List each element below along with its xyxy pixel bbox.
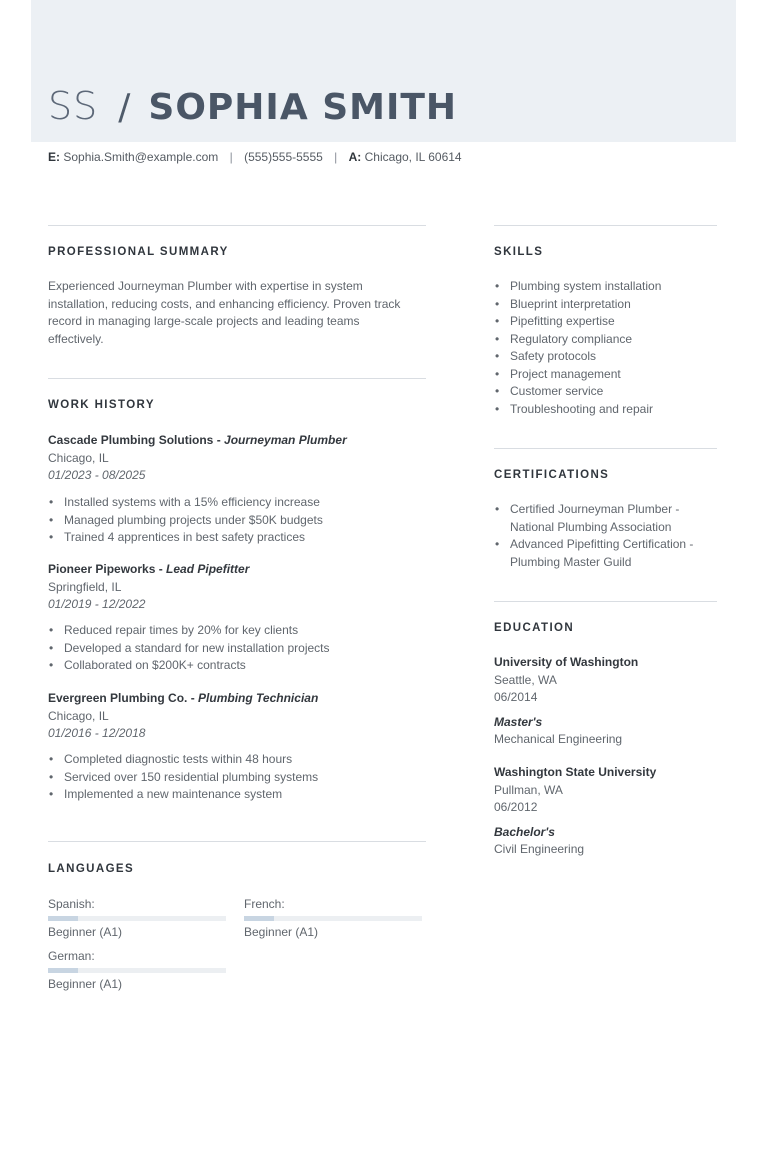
education-entry [494, 764, 724, 859]
job-bullet: • Developed a standard for new installation projects [48, 640, 428, 658]
skill-item: • Troubleshooting and repair [494, 401, 724, 419]
education-heading: EDUCATION [494, 622, 575, 634]
education-location: Seattle, WA [494, 672, 557, 687]
job-bullet: • Reduced repair times by 20% for key clients [48, 622, 428, 640]
language-level: Beginner (A1) [244, 925, 319, 939]
job-bullets [48, 751, 428, 804]
certification-name: Certified Journeyman Plumber - [510, 502, 680, 516]
skill-item: • Plumbing system installation [494, 278, 724, 296]
section-divider [48, 225, 426, 226]
name-separator: / [118, 87, 131, 128]
summary-line: record in managing large-scale projects and leading teams [48, 314, 360, 328]
section-divider [494, 601, 717, 602]
summary-heading: PROFESSIONAL SUMMARY [48, 246, 229, 258]
skill-item: • Blueprint interpretation [494, 296, 724, 314]
skills-list [494, 278, 724, 418]
education-date: 06/2014 [494, 690, 538, 704]
job-dates: 01/2023 - 08/2025 [48, 468, 146, 482]
language-bar [244, 916, 422, 921]
job-company: Pioneer Pipeworks - [48, 562, 163, 576]
summary-line: installation, reducing costs, and enhancing efficiency. Proven track [48, 296, 401, 311]
address-value: Chicago, IL 60614 [364, 150, 462, 164]
education-school: Washington State University [494, 765, 657, 779]
address-label: A: [348, 150, 362, 164]
language-bar [48, 968, 226, 973]
language-bar-fill [48, 916, 78, 921]
skill-item: • Customer service [494, 383, 724, 401]
job-bullet: • Implemented a new maintenance system [48, 786, 428, 804]
work-history-heading: WORK HISTORY [48, 399, 155, 411]
summary-line: Experienced Journeyman Plumber with expertise in system [48, 279, 363, 293]
full-name: SOPHIA SMITH [148, 87, 458, 128]
job-role: Plumbing Technician [198, 691, 319, 705]
language-item [244, 897, 422, 939]
job-bullet: • Trained 4 apprentices in best safety practices [48, 529, 428, 547]
job-bullet: • Serviced over 150 residential plumbing systems [48, 769, 428, 787]
skills-heading: SKILLS [494, 246, 544, 258]
job-bullet: • Completed diagnostic tests within 48 hours [48, 751, 428, 769]
job-location: Springfield, IL [48, 579, 122, 594]
education-field: Mechanical Engineering [494, 732, 623, 746]
certification-item [494, 501, 734, 536]
education-degree: Bachelor's [494, 824, 555, 839]
job-title-line [48, 432, 428, 450]
language-level: Beginner (A1) [48, 925, 123, 939]
summary-line: effectively. [48, 331, 104, 346]
education-date: 06/2012 [494, 800, 538, 814]
education-field: Civil Engineering [494, 842, 585, 856]
phone-value[interactable]: (555)555-5555 [244, 150, 323, 164]
section-divider [48, 841, 426, 842]
job-entry [48, 561, 428, 614]
education-degree: Master's [494, 714, 543, 729]
job-location: Chicago, IL [48, 708, 109, 723]
certification-issuer: National Plumbing Association [510, 519, 672, 534]
language-item [48, 949, 226, 991]
summary-text [48, 278, 438, 348]
language-item [48, 897, 226, 939]
job-location: Chicago, IL [48, 450, 109, 465]
language-bar [48, 916, 226, 921]
job-company: Evergreen Plumbing Co. - [48, 691, 195, 705]
section-divider [494, 225, 717, 226]
certifications-heading: CERTIFICATIONS [494, 469, 610, 481]
skill-item: • Regulatory compliance [494, 331, 724, 349]
certification-issuer: Plumbing Master Guild [510, 554, 632, 569]
certification-name: Advanced Pipefitting Certification - [510, 537, 694, 551]
education-location: Pullman, WA [494, 782, 563, 797]
education-school: University of Washington [494, 655, 639, 669]
name-line [48, 84, 457, 130]
initials: SS [48, 84, 99, 128]
languages-heading: LANGUAGES [48, 863, 135, 875]
job-dates: 01/2016 - 12/2018 [48, 726, 146, 740]
email-value[interactable]: Sophia.Smith@example.com [63, 150, 219, 164]
language-name: Spanish: [48, 897, 95, 911]
language-bar-fill [244, 916, 274, 921]
email-label: E: [48, 150, 60, 164]
section-divider [494, 448, 717, 449]
skill-item: • Pipefitting expertise [494, 313, 724, 331]
skill-item: • Safety protocols [494, 348, 724, 366]
job-bullet: • Managed plumbing projects under $50K budgets [48, 512, 428, 530]
certification-item [494, 536, 734, 571]
contact-separator: | [334, 150, 338, 164]
job-bullets [48, 622, 428, 675]
job-bullet: • Installed systems with a 15% efficiency increase [48, 494, 428, 512]
job-entry [48, 432, 428, 485]
language-name: French: [244, 897, 285, 911]
language-name: German: [48, 949, 95, 963]
job-bullets [48, 494, 428, 547]
section-divider [48, 378, 426, 379]
certifications-list [494, 501, 734, 571]
contact-line [48, 150, 462, 164]
contact-separator: | [229, 150, 233, 164]
job-entry [48, 690, 428, 743]
job-title-line [48, 561, 428, 579]
language-bar-fill [48, 968, 78, 973]
language-level: Beginner (A1) [48, 977, 123, 991]
job-bullet: • Collaborated on $200K+ contracts [48, 657, 428, 675]
job-dates: 01/2019 - 12/2022 [48, 597, 146, 611]
job-role: Journeyman Plumber [224, 433, 347, 447]
job-role: Lead Pipefitter [166, 562, 250, 576]
skill-item: • Project management [494, 366, 724, 384]
job-title-line [48, 690, 428, 708]
education-entry [494, 654, 724, 749]
job-company: Cascade Plumbing Solutions - [48, 433, 221, 447]
